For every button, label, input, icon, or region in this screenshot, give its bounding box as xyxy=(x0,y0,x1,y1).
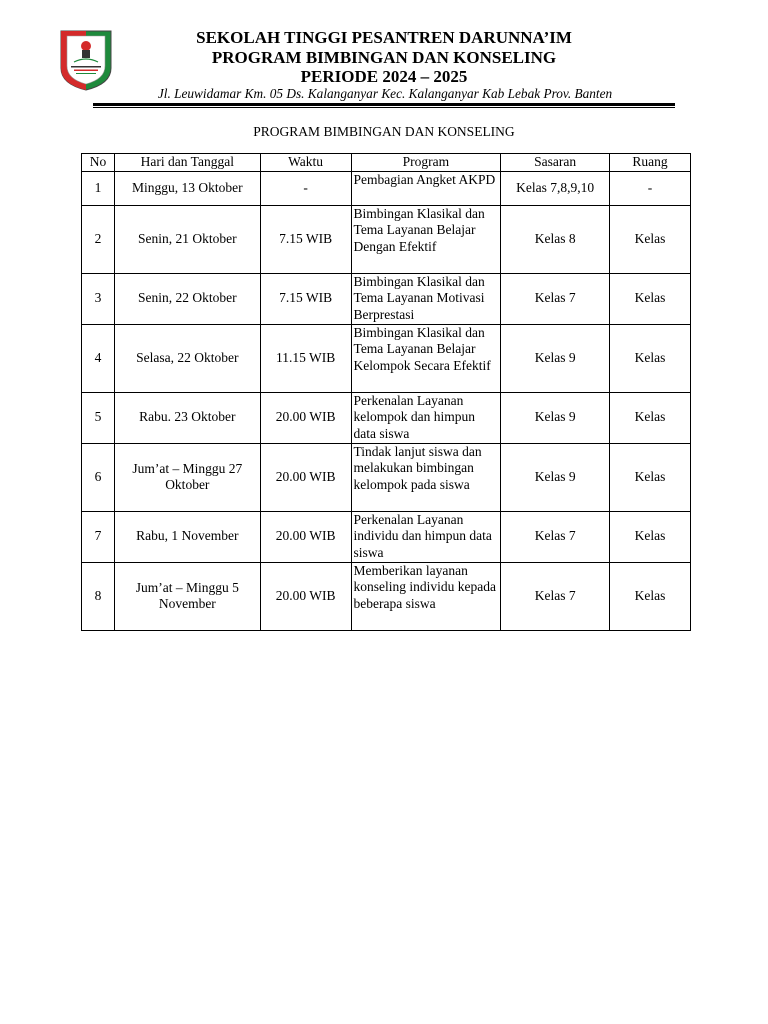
table-row xyxy=(82,273,691,324)
header-no: No xyxy=(82,154,115,172)
header-rule-thick xyxy=(93,103,675,106)
program-name: PROGRAM BIMBINGAN DAN KONSELING xyxy=(211,48,557,67)
cell-program: Bimbingan Klasikal dan Tema Layanan Belajar Kelompok Secara Efektif xyxy=(351,324,501,392)
cell-room: Kelas xyxy=(610,511,691,562)
cell-time: 20.00 WIB xyxy=(260,392,351,443)
table-row xyxy=(82,324,691,392)
address: Jl. Leuwidamar Km. 05 Ds. Kalanganyar Kec. Kalanganyar Kab Lebak Prov. Banten xyxy=(157,86,613,101)
institution-name: SEKOLAH TINGGI PESANTREN DARUNNA’IM xyxy=(196,28,572,47)
cell-date: Senin, 21 Oktober xyxy=(114,205,260,273)
table-row xyxy=(82,205,691,273)
cell-target: Kelas 7,8,9,10 xyxy=(501,171,610,205)
program-table xyxy=(81,153,691,631)
cell-time: 11.15 WIB xyxy=(260,324,351,392)
cell-target: Kelas 7 xyxy=(501,511,610,562)
header-target: Sasaran xyxy=(501,154,610,172)
cell-date: Rabu. 23 Oktober xyxy=(114,392,260,443)
cell-date: Rabu, 1 November xyxy=(114,511,260,562)
cell-target: Kelas 9 xyxy=(501,324,610,392)
cell-program: Bimbingan Klasikal dan Tema Layanan Motivasi Berprestasi xyxy=(351,273,501,324)
header-rule-thin xyxy=(93,107,675,108)
table-row xyxy=(82,392,691,443)
cell-date: Selasa, 22 Oktober xyxy=(114,324,260,392)
cell-no: 2 xyxy=(82,205,115,273)
cell-date: Senin, 22 Oktober xyxy=(114,273,260,324)
cell-no: 7 xyxy=(82,511,115,562)
table-header-row xyxy=(82,154,691,172)
table-row xyxy=(82,511,691,562)
cell-room: Kelas xyxy=(610,205,691,273)
cell-target: Kelas 8 xyxy=(501,205,610,273)
cell-program: Memberikan layanan konseling individu kepada beberapa siswa xyxy=(351,562,501,630)
cell-time: 7.15 WIB xyxy=(260,273,351,324)
cell-date: Jum’at – Minggu 5 November xyxy=(114,562,260,630)
cell-no: 6 xyxy=(82,443,115,511)
cell-no: 5 xyxy=(82,392,115,443)
cell-no: 3 xyxy=(82,273,115,324)
cell-room: Kelas xyxy=(610,562,691,630)
cell-time: 7.15 WIB xyxy=(260,205,351,273)
cell-time: 20.00 WIB xyxy=(260,562,351,630)
cell-no: 8 xyxy=(82,562,115,630)
cell-program: Perkenalan Layanan individu dan himpun data siswa xyxy=(351,511,501,562)
header-room: Ruang xyxy=(610,154,691,172)
cell-program: Tindak lanjut siswa dan melakukan bimbingan kelompok pada siswa xyxy=(351,443,501,511)
cell-program: Pembagian Angket AKPD xyxy=(351,171,501,205)
cell-target: Kelas 7 xyxy=(501,273,610,324)
cell-program: Bimbingan Klasikal dan Tema Layanan Belajar Dengan Efektif xyxy=(351,205,501,273)
cell-date: Jum’at – Minggu 27 Oktober xyxy=(114,443,260,511)
table-row xyxy=(82,562,691,630)
table-row xyxy=(82,171,691,205)
cell-room: Kelas xyxy=(610,443,691,511)
cell-target: Kelas 9 xyxy=(501,443,610,511)
cell-room: - xyxy=(610,171,691,205)
cell-time: 20.00 WIB xyxy=(260,511,351,562)
cell-room: Kelas xyxy=(610,324,691,392)
cell-time: 20.00 WIB xyxy=(260,443,351,511)
cell-program: Perkenalan Layanan kelompok dan himpun data siswa xyxy=(351,392,501,443)
cell-room: Kelas xyxy=(610,273,691,324)
cell-room: Kelas xyxy=(610,392,691,443)
cell-date: Minggu, 13 Oktober xyxy=(114,171,260,205)
header-date: Hari dan Tanggal xyxy=(114,154,260,172)
cell-target: Kelas 7 xyxy=(501,562,610,630)
header-time: Waktu xyxy=(260,154,351,172)
table-row xyxy=(82,443,691,511)
cell-no: 4 xyxy=(82,324,115,392)
cell-target: Kelas 9 xyxy=(501,392,610,443)
document-title: PROGRAM BIMBINGAN DAN KONSELING xyxy=(253,124,515,139)
header-program: Program xyxy=(351,154,501,172)
period: PERIODE 2024 – 2025 xyxy=(300,67,468,86)
cell-no: 1 xyxy=(82,171,115,205)
cell-time: - xyxy=(260,171,351,205)
